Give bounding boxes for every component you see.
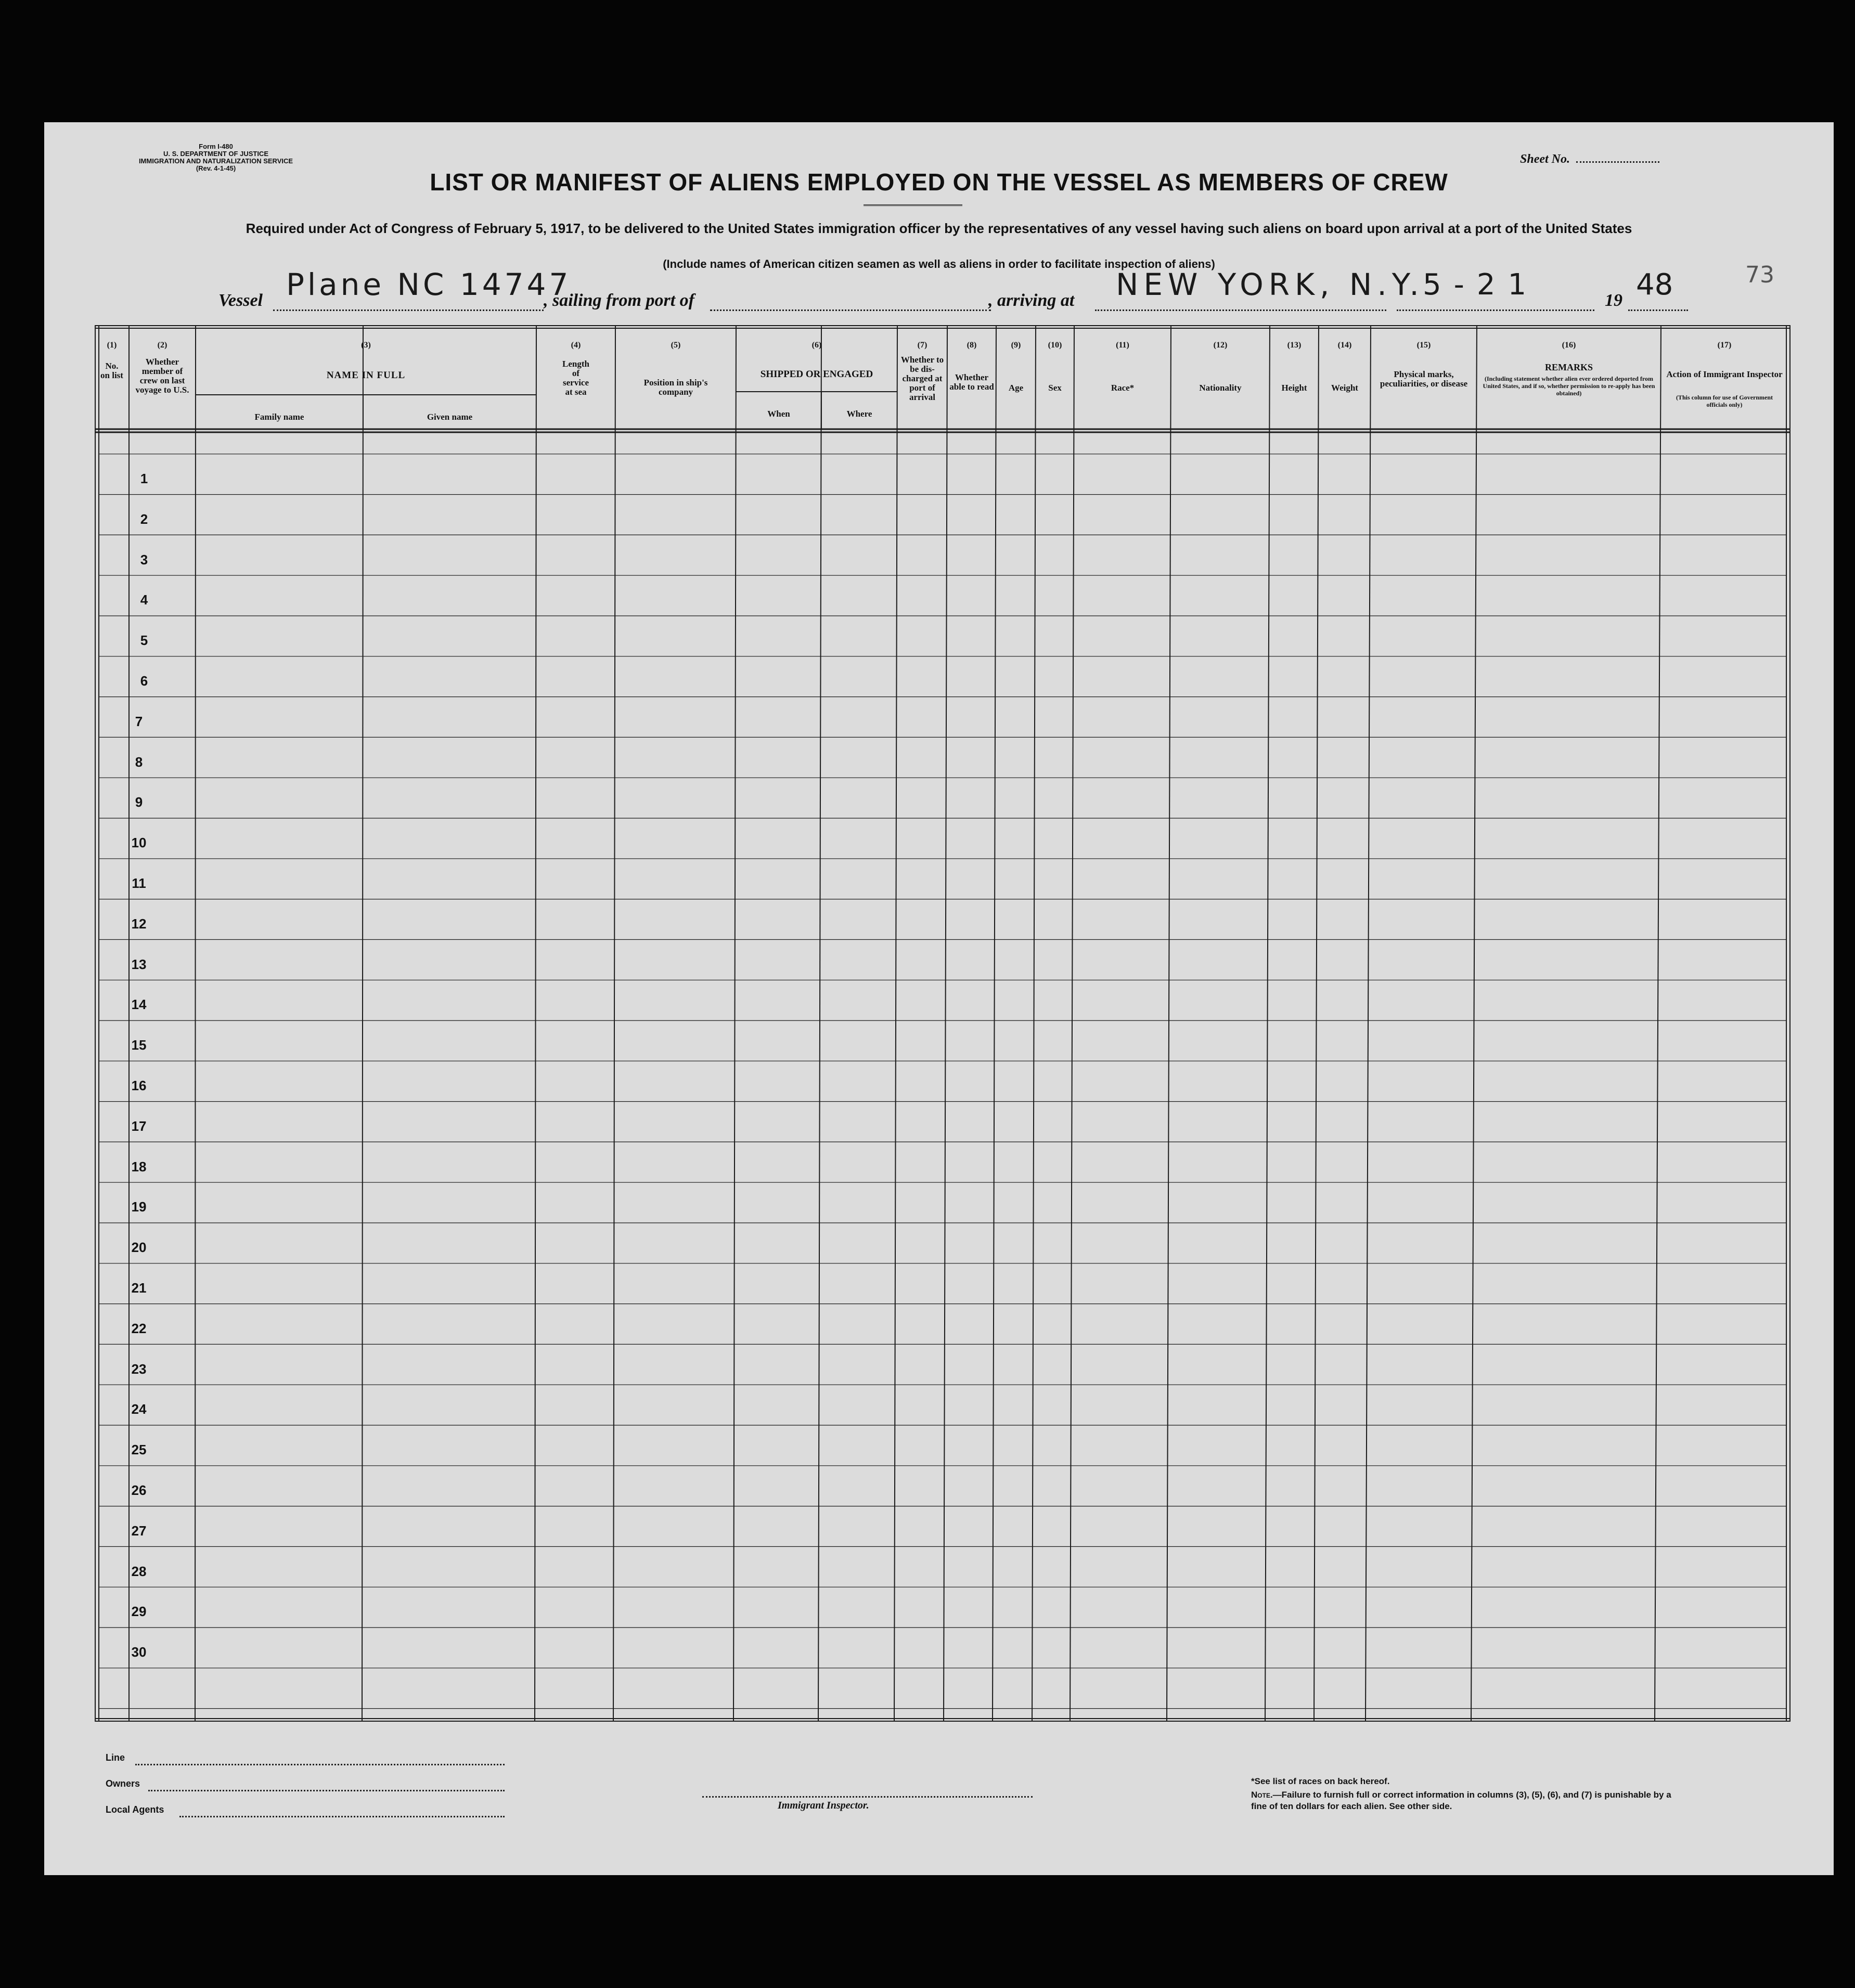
col14-number: (14) — [1337, 341, 1352, 350]
column-rule — [733, 325, 736, 1722]
page-mark: 73 — [1745, 262, 1774, 288]
col1-label: No. on list — [100, 361, 123, 380]
include-note: (Include names of American citizen seamen as well as aliens in order to facilitate inspection of aliens) — [663, 257, 1215, 270]
col5-number: (5) — [671, 341, 681, 350]
crew-table — [95, 325, 1790, 1722]
row-number: 11 — [132, 875, 146, 891]
manifest-sheet — [44, 122, 1834, 1875]
col14-label: Weight — [1331, 383, 1358, 393]
col16-label: REMARKS — [1544, 362, 1593, 372]
date-blank — [1397, 309, 1594, 311]
subtitle: Required under Act of Congress of February 5, 1917, to be delivered to the United States immigration officer by the representatives of any vessel having such aliens on board upon arrival at a port of the United States — [246, 221, 1632, 236]
row-number: 20 — [131, 1240, 147, 1256]
col16-note: (Including statement whether alien ever ordered deported from United States, and if so, whether permission to re-apply has been obtained) — [1483, 375, 1655, 397]
col11-number: (11) — [1116, 341, 1129, 350]
owners-blank — [148, 1790, 505, 1791]
col6-when: When — [767, 409, 790, 419]
col3-family-name: Family name — [254, 412, 304, 422]
col13-label: Height — [1281, 383, 1307, 393]
races-note: *See list of races on back hereof. — [1251, 1776, 1390, 1786]
line-blank — [135, 1764, 505, 1765]
row-number: 30 — [131, 1644, 147, 1660]
row-number: 26 — [131, 1482, 147, 1498]
col7-number: (7) — [917, 341, 928, 350]
col3-label: NAME IN FULL — [326, 370, 406, 381]
row-number: 2 — [140, 511, 148, 527]
sheet-number-blank — [1576, 161, 1659, 163]
row-number: 8 — [135, 754, 143, 770]
page-title: LIST OR MANIFEST OF ALIENS EMPLOYED ON THE VESSEL AS MEMBERS OF CREW — [430, 169, 1448, 196]
col16-number: (16) — [1562, 341, 1576, 350]
sailing-label: , sailing from port of — [544, 291, 694, 310]
year-prefix: 19 — [1605, 291, 1622, 310]
owners-label: Owners — [106, 1778, 140, 1789]
col5-label: Position in ship's company — [643, 378, 708, 397]
column-rule — [362, 325, 363, 1722]
row-number: 4 — [140, 592, 148, 608]
note-text: —Failure to furnish full or correct information in columns (3), (5), (6), and (7) is punishable by a fine of ten dollars for each alien. See other side. — [1251, 1790, 1671, 1811]
col17-label: Action of Immigrant Inspector — [1666, 369, 1783, 379]
vessel-value: Plane NC 14747 — [286, 267, 572, 302]
column-rule — [993, 325, 996, 1722]
local-agents-blank — [179, 1816, 505, 1817]
col10-label: Sex — [1048, 383, 1062, 393]
date-value: 5-21 — [1423, 268, 1539, 302]
vessel-label: Vessel — [218, 291, 263, 310]
sailing-blank — [710, 309, 991, 311]
column-rule — [613, 325, 615, 1722]
vessel-blank — [273, 309, 544, 311]
row-number: 21 — [131, 1280, 147, 1296]
column-rule — [195, 325, 196, 1722]
service: IMMIGRATION AND NATURALIZATION SERVICE — [138, 157, 293, 165]
col2-label: Whether member of crew on last voyage to U.S. — [135, 357, 189, 395]
col11-label: Race* — [1111, 383, 1135, 393]
col2-number: (2) — [157, 341, 168, 350]
row-number: 18 — [131, 1158, 147, 1174]
row-number: 29 — [131, 1604, 147, 1620]
row-number: 5 — [140, 632, 148, 649]
row-number: 10 — [131, 835, 147, 851]
sheet-number-label: Sheet No. — [1520, 152, 1570, 166]
arriving-blank — [1095, 309, 1386, 311]
column-rule — [818, 325, 821, 1722]
col4-number: (4) — [571, 341, 581, 350]
row-number: 17 — [131, 1118, 147, 1134]
col7-label: Whether to be dis-charged at port of arrival — [900, 355, 944, 402]
col3-number: (3) — [361, 341, 371, 350]
col17-number: (17) — [1717, 341, 1732, 350]
col1-number: (1) — [107, 341, 117, 350]
col10-number: (10) — [1048, 341, 1062, 350]
row-number: 1 — [140, 471, 148, 486]
row-number: 23 — [131, 1361, 147, 1377]
col12-number: (12) — [1213, 341, 1228, 350]
form-number: Form I-480 — [199, 143, 233, 150]
column-rule — [894, 325, 897, 1722]
col6-where: Where — [846, 409, 872, 419]
fine-note — [1251, 1789, 1678, 1812]
line-label: Line — [106, 1752, 125, 1763]
col9-number: (9) — [1011, 341, 1021, 350]
table-lines — [95, 325, 1790, 1722]
row-number: 27 — [131, 1522, 147, 1539]
sheet-number — [1520, 152, 1659, 166]
col3-given-name: Given name — [427, 412, 473, 422]
revision: (Rev. 4-1-45) — [196, 164, 236, 172]
column-rule — [1471, 325, 1477, 1722]
arriving-value: NEW YORK, N.Y. — [1116, 267, 1424, 302]
row-number: 19 — [131, 1199, 147, 1215]
column-rule — [1314, 325, 1319, 1722]
col17-note: (This column for use of Government officials only) — [1676, 394, 1773, 408]
row-number: 22 — [131, 1320, 147, 1336]
row-number: 28 — [131, 1563, 147, 1579]
note-label: Note. — [1251, 1790, 1273, 1800]
col6-number: (6) — [811, 341, 822, 350]
col8-number: (8) — [967, 341, 977, 350]
col12-label: Nationality — [1199, 383, 1242, 393]
column-rule — [535, 325, 536, 1722]
row-number: 7 — [135, 713, 143, 729]
department: U. S. DEPARTMENT OF JUSTICE — [163, 150, 268, 158]
row-number: 25 — [131, 1442, 147, 1458]
col9-label: Age — [1008, 383, 1024, 393]
row-number: 9 — [135, 794, 143, 810]
col6-label: SHIPPED OR ENGAGED — [760, 369, 873, 380]
row-number: 24 — [131, 1401, 147, 1417]
column-rule — [1032, 325, 1036, 1722]
column-rule — [1167, 325, 1171, 1722]
arriving-label: , arriving at — [988, 291, 1075, 310]
column-rule — [1366, 325, 1371, 1722]
row-number: 6 — [140, 673, 148, 689]
col15-label: Physical marks, peculiarities, or disease — [1380, 369, 1468, 389]
row-number: 16 — [131, 1078, 147, 1093]
year-value: 48 — [1636, 268, 1673, 302]
column-rule — [1265, 325, 1270, 1722]
local-agents-label: Local Agents — [106, 1804, 164, 1815]
row-number: 14 — [131, 997, 147, 1013]
row-number: 3 — [140, 551, 148, 567]
col13-number: (13) — [1287, 341, 1302, 350]
year-blank — [1628, 309, 1688, 311]
row-number: 15 — [131, 1037, 147, 1053]
inspector-signature-blank — [702, 1796, 1033, 1798]
immigrant-inspector-label: Immigrant Inspector. — [778, 1800, 869, 1811]
column-rule — [944, 325, 947, 1722]
row-number: 13 — [131, 956, 147, 972]
column-rule — [1070, 325, 1074, 1722]
column-rule — [1655, 325, 1661, 1722]
col4-label: Length of service at sea — [562, 359, 589, 397]
col15-number: (15) — [1416, 341, 1431, 350]
col8-label: Whether able to read — [949, 372, 994, 392]
row-number: 12 — [131, 915, 147, 932]
title-rule — [864, 204, 962, 206]
